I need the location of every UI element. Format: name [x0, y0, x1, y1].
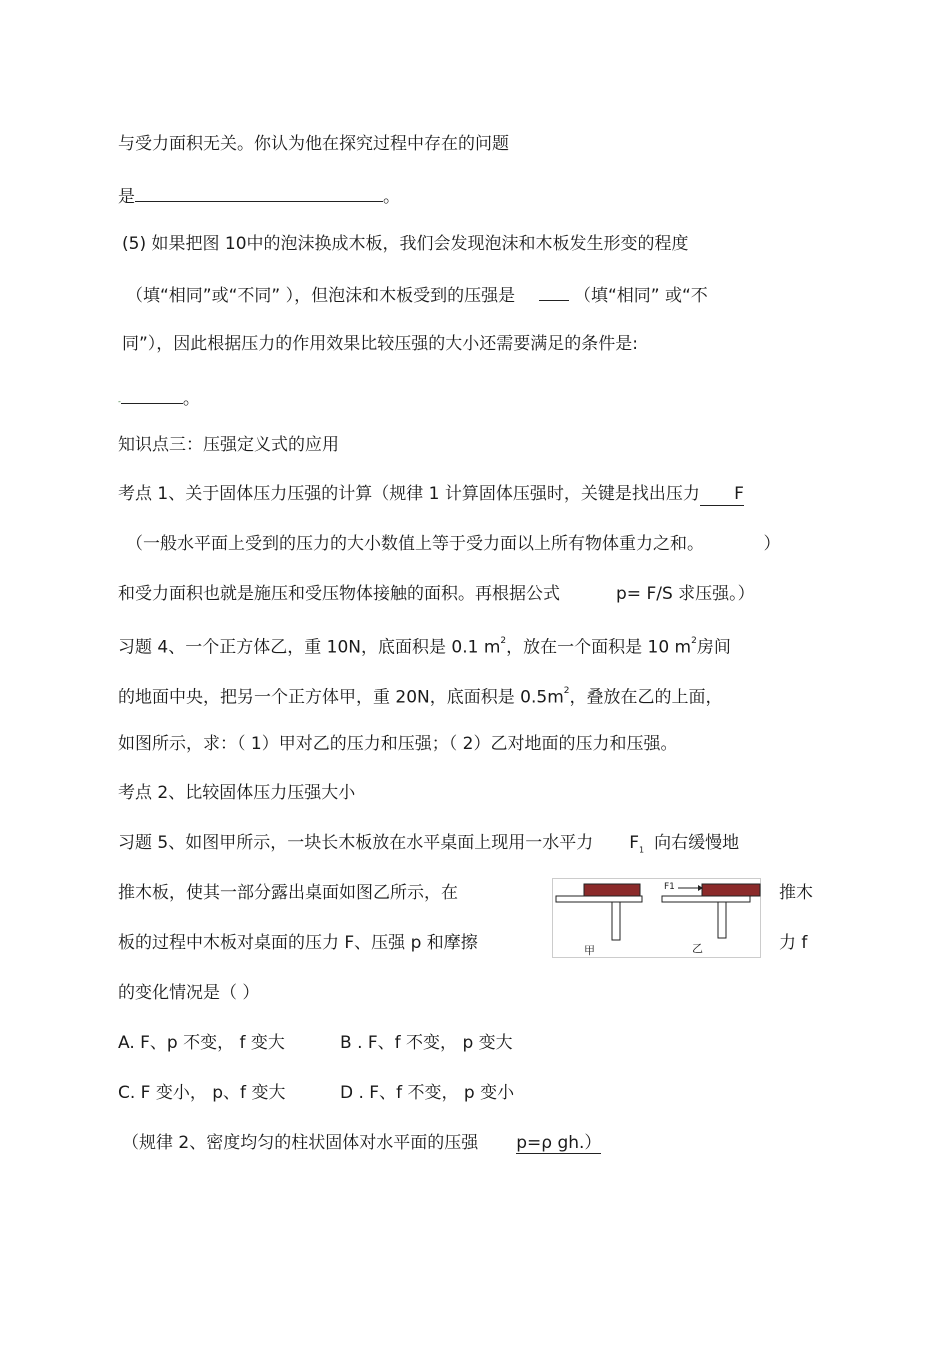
formula: p= F/S 求压强。） [616, 584, 755, 604]
exercise-4-line1 [118, 633, 731, 659]
answer-blank[interactable] [539, 284, 569, 301]
text-segment: （规律 2、密度均匀的柱状固体对水平面的压强 [122, 1133, 479, 1153]
table-top-right [662, 896, 750, 902]
text-segment: 向右缓慢地 [654, 833, 740, 853]
text-segment: ，放在一个面积是 10 m [506, 637, 692, 658]
text-segment: ） [763, 534, 781, 554]
text-segment: 习题 5、如图甲所示，一块长木板放在水平桌面上现用一水平力 [118, 833, 594, 853]
figure-svg [552, 878, 762, 958]
option-b: B . F、f 不变， p 变大 [340, 1033, 513, 1053]
superscript: 2 [500, 636, 507, 646]
answer-blank[interactable] [121, 387, 183, 404]
section-heading: 知识点三：压强定义式的应用 [118, 435, 339, 455]
board-right [702, 884, 760, 896]
question-5: (5) 如果把图 10中的泡沫换成木板，我们会发现泡沫和木板发生形变的程度 [122, 234, 689, 254]
exercise-5-line1 [118, 832, 739, 861]
figure-label-left: 甲 [584, 944, 595, 957]
topic-1-line2 [126, 533, 781, 555]
text-segment: 的地面中央，把另一个正方体甲，重 20N，底面积是 0.5m [118, 687, 564, 708]
subscript: 1 [639, 845, 645, 855]
text-prefix: 是 [118, 187, 135, 207]
option-c: C. F 变小， p、f 变大 [118, 1083, 286, 1103]
question-5-line3: 同”），因此根据压力的作用效果比较压强的大小还需要满足的条件是: [122, 334, 639, 354]
superscript: 2 [691, 636, 697, 646]
exercise-5-line3: 板的过程中木板对桌面的压力 F、压强 p 和摩擦 [118, 933, 478, 953]
text-line: 与受力面积无关。你认为他在探究过程中存在的问题 [118, 134, 509, 154]
question-5-line2 [126, 284, 708, 307]
underlined-symbol: F [700, 483, 744, 506]
option-a: A. F、p 不变， f 变大 [118, 1033, 285, 1053]
exercise-4-line3: 如图所示，求：（ 1）甲对乙的压力和压强；（ 2）乙对地面的压力和压强。 [118, 734, 678, 754]
option-d: D . F、f 不变， p 变小 [340, 1083, 515, 1103]
text-segment: （填“相同”或“不同” ），但泡沫和木板受到的压强是 [126, 286, 516, 306]
topic-1-line1 [118, 483, 744, 506]
text-segment: 房间 [696, 637, 731, 658]
topic-1-line3 [118, 583, 755, 605]
answer-blank[interactable] [135, 185, 383, 202]
text-segment: 和受力面积也就是施压和受压物体接触的面积。再根据公式 [118, 584, 560, 604]
exercise-5-line2-right: 推木 [779, 883, 813, 903]
exercise-5-line4: 的变化情况是（ ） [118, 983, 260, 1003]
text-segment: 习题 4、一个正方体乙，重 10N，底面积是 0.1 m [118, 637, 501, 658]
force-label: F1 [664, 882, 675, 892]
exercise-4-line2 [118, 683, 723, 709]
text-suffix: 。 [182, 389, 200, 409]
text-segment: ，叠放在乙的上面， [569, 687, 723, 708]
rule-2-line [122, 1132, 601, 1154]
answer-line [118, 185, 400, 208]
figure-label-right: 乙 [692, 942, 703, 955]
answer-line [118, 387, 200, 413]
superscript: 2 [563, 686, 570, 696]
topic-2-heading: 考点 2、比较固体压力压强大小 [118, 783, 356, 803]
exercise-5-line3-right: 力 f [779, 933, 808, 953]
small-mark: - [118, 397, 121, 406]
force-symbol: F [629, 833, 639, 853]
exercise-5-line2: 推木板，使其一部分露出桌面如图乙所示，在 [118, 883, 458, 903]
text-segment: 考点 1、关于固体压力压强的计算（规律 1 计算固体压强时，关键是找出压力 [118, 484, 700, 504]
formula: p=ρ gh.） [516, 1133, 602, 1153]
board-table-figure [552, 878, 762, 958]
table-top-left [556, 896, 642, 902]
text-suffix: 。 [383, 187, 400, 207]
text-segment: （填“相同” 或“不 [573, 286, 708, 306]
text-segment: （一般水平面上受到的压力的大小数值上等于受力面以上所有物体重力之和。 [126, 534, 696, 554]
table-leg-left [612, 902, 620, 940]
board-left [584, 884, 640, 896]
table-leg-right [718, 902, 726, 938]
